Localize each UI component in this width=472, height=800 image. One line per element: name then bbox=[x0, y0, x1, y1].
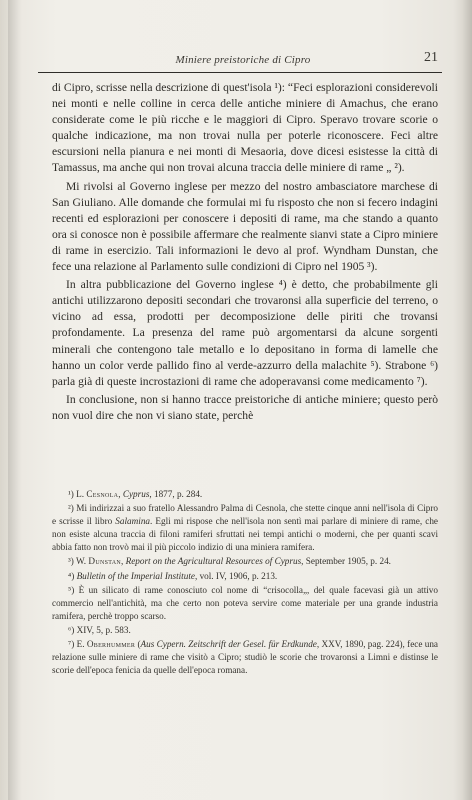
paragraph: Mi rivolsi al Governo inglese per mezzo del nostro ambasciatore marchese di San Giuliano. Alle domande che formulai mi fu risposto che non si fecero indagini recenti ed esplorazioni per conoscere i depositi di rame, ma che stando a quanto ora si conosce non è possibile affermare che realmente sianvi state a Cipro miniere di rame in esercizio. Tali informazioni le devo al prof. Wyndham Dunstan, che fece una relazione al Parlamento sulle condizioni di Cipro nel 1905 ³). bbox=[52, 179, 438, 274]
footnote-author: Cesnola bbox=[86, 489, 119, 499]
footnote-text: , bbox=[118, 489, 123, 499]
footnote-mark: ²) bbox=[68, 503, 74, 514]
footnote-title: Salamina bbox=[115, 516, 151, 527]
footnote-mark: ⁴) bbox=[68, 570, 75, 581]
running-title: Miniere preistoriche di Cipro bbox=[175, 54, 311, 66]
footnote-text: L. bbox=[76, 489, 87, 499]
footnote-author: Dunstan bbox=[88, 556, 121, 567]
page-edge-shadow bbox=[462, 0, 472, 800]
footnote-text: W. bbox=[75, 556, 89, 567]
footnotes bbox=[52, 488, 438, 678]
footnote bbox=[52, 624, 438, 637]
footnote-text: , XXV, 1890, pag. 224), fece una relazione sulle miniere di rame che visitò a Cipro; studiò le scorie che trovaronsi a Limni e distinse le scorie dell'epoca fenicia da quelle dell'epoca romana. bbox=[52, 639, 439, 676]
paragraph: di Cipro, scrisse nella descrizione di quest'isola ¹): “Feci esplorazioni considerevoli nei monti e nelle colline in cerca delle antiche miniere di Amachus, che erano considerate come le più ricche e le maggiori di Cipro. Speravo trovare scorie o qualche indicazione, ma non trovai nulla per poterle riconoscere. Feci altre escursioni nella pianura e nei monti di Mesaoria, dove dicesi esistesse la città di Tamassus, ma anche qui non trovai alcuna traccia delle miniere di rame „ ²). bbox=[52, 81, 438, 175]
footnote-mark: ³) bbox=[68, 556, 74, 567]
footnote-title: Cyprus bbox=[122, 489, 150, 499]
footnote bbox=[52, 570, 438, 583]
footnote bbox=[52, 555, 438, 568]
main-text bbox=[52, 80, 438, 424]
footnote bbox=[52, 638, 438, 677]
paragraph: In altra pubblicazione del Governo inglese ⁴) è detto, che probabilmente gli antichi utilizzarono depositi secondari che trovaronsi alla superficie del terreno, o vicino ad essa, prodotti per decomposizione delle piriti che trovansi profondamente. La presenza del rame può argomentarsi da alcune sorgenti minerali che contengono tale metallo e lo depositano in forma di lamelle che hanno un color verde pallido fino al verde-azzurro della malachite ⁵). Strabone ⁶) parla già di queste incrostazioni di rame che adoperavansi come medicamento ⁷). bbox=[52, 278, 438, 388]
footnote-text: E. bbox=[76, 639, 87, 650]
footnote-title: Report on the Agricultural Resources of Cyprus bbox=[125, 556, 302, 567]
footnote-text: . Egli mi rispose che nell'isola non sentì mai parlare di miniere di rame, che non esiste alcuna traccia di filoni ramiferi sfruttati nei tempi antichi o moderni, che per quanti scavi abbia fatto non trovò mai il più piccolo indizio di una miniera ramifera. bbox=[52, 516, 438, 553]
page-fold-shadow bbox=[8, 0, 22, 800]
footnote-text: ( bbox=[135, 639, 141, 650]
footnote-title: Bulletin of the Imperial Institute bbox=[76, 570, 195, 581]
footnote-text: Mi indirizzai a suo fratello Alessandro Palma di Cesnola, che stette cinque anni nell'isola di Cipro e scrisse il libro bbox=[52, 503, 438, 527]
page-header bbox=[48, 50, 438, 72]
footnote-text: XIV, 5, p. 583. bbox=[76, 624, 131, 635]
footnote-text: , 1877, p. 284. bbox=[149, 489, 203, 499]
footnote bbox=[52, 584, 438, 623]
footnote-mark: ¹) bbox=[68, 489, 74, 499]
paragraph: In conclusione, non si hanno tracce preistoriche di antiche miniere; questo però non vuol dire che non vi siano state, perchè bbox=[52, 392, 438, 422]
footnote-text: , September 1905, p. 24. bbox=[301, 556, 391, 567]
header-rule bbox=[38, 72, 442, 73]
footnote bbox=[52, 502, 438, 554]
footnote bbox=[52, 488, 438, 501]
footnote-text: È un silicato di rame conosciuto col nome di “crisocolla„, del quale facevasi già un attivo commercio nell'antichità, ma che certo non poteva servire come materiale per una grande industria ramifera, perchè troppo scarso. bbox=[52, 584, 438, 621]
footnote-mark: ⁵) bbox=[68, 584, 75, 595]
footnote-author: Oberhummer bbox=[86, 639, 136, 650]
footnote-mark: ⁶) bbox=[68, 624, 75, 635]
footnote-mark: ⁷) bbox=[68, 639, 75, 650]
page-number: 21 bbox=[424, 50, 438, 65]
footnote-text: , bbox=[120, 556, 126, 567]
footnote-title: Aus Cypern. Zeitschrift der Gesel. für Erdkunde bbox=[140, 639, 317, 650]
footnote-text: , vol. IV, 1906, p. 213. bbox=[194, 570, 278, 581]
